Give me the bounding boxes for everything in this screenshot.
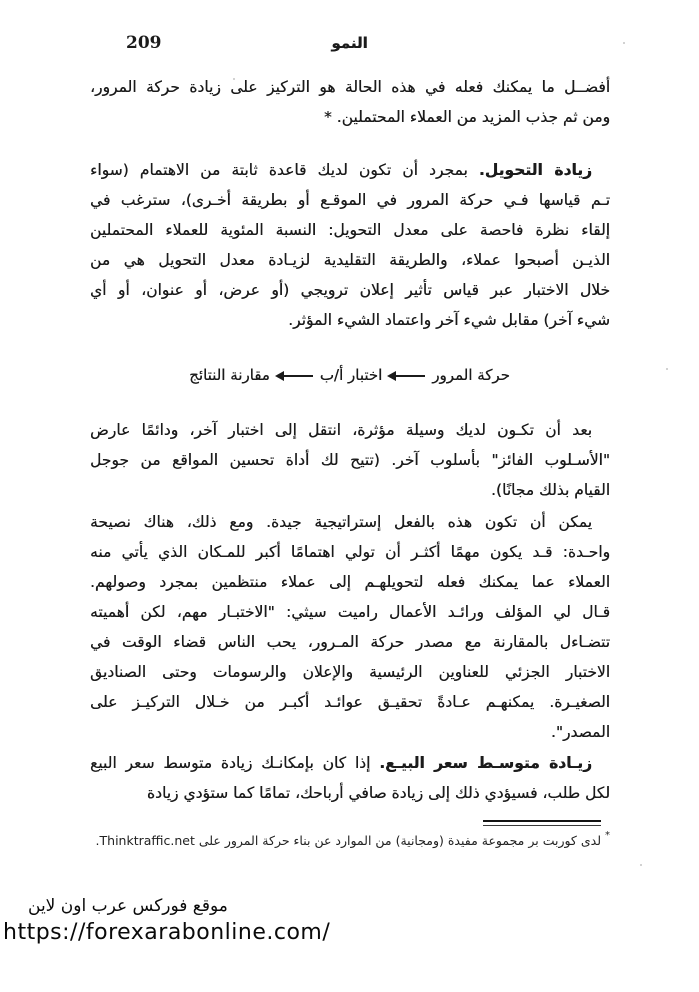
body-line: لكل طلب، فسيؤدي ذلك إلى زيادة صافي أرباحك، تمامًا كما ستؤدي زيادة [146,784,610,802]
paragraph-average-sale-price [90,748,610,808]
watermark-url: https://forexarabonline.com/ [3,920,331,945]
body-line: قـال لي المؤلف ورائـد الأعمال راميت سيثي: "الاختبـار مهم، لكن أهميته [90,603,610,621]
scan-speck [233,78,235,80]
flow-step-compare-results: مقارنة النتائج [189,366,270,384]
body-line [90,155,610,185]
body-line: تتضـاءل بالمقارنة مع مصدر حركة المـرور، يحب الناس قضاء الوقت في [90,633,610,651]
body-line: "الأسـلوب الفائز" بأسلوب آخر. (تتيح لك أداة تحسين المواقع من جوجل [90,451,610,469]
scan-speck [666,368,668,370]
body-line [90,748,610,778]
page-number: 209 [126,33,162,53]
footnote-text: لدى كوربت بر مجموعة مفيدة (ومجانية) من الموارد عن بناء حركة المرور على Thinktraffic.net. [95,833,605,848]
body-line: الاختبار الجزئي للعناوين الرئيسية والإعلان والرسومات وحتى الصناديق [90,663,610,681]
body-line: ومن ثم جذب المزيد من العملاء المحتملين. * [323,108,610,126]
body-line: المصدر". [550,723,610,741]
flow-diagram [0,360,699,390]
paragraph-lead: زيـادة متوسـط سعر البيـع. [379,754,592,772]
body-line: الذيـن أصبحوا عملاء، والطريقة التقليدية لزيـادة معدل التحويل هي من [90,251,610,269]
body-line: العملاء عما يمكنك فعله لتحويلهـم إلى عملاء منتظمين بمجرد وصولهم. [90,573,610,591]
paragraph-testing [90,415,610,505]
body-line: خلال الاختبار عبر قياس تأثير إعلان ترويجي (أو عرض، أو عنوان، أو أي [90,281,610,299]
body-line: بعد أن تكـون لديك وسيلة مؤثرة، انتقل إلى اختبار آخر، ودائمًا عارض [90,421,592,439]
flow-step-ab-test: اختبار أ/ب [319,366,383,384]
page-header-title: النمو [331,34,368,52]
scan-speck [623,42,625,44]
body-line: القيام بذلك مجانًا). [491,481,610,499]
paragraph-advice [90,507,610,747]
body-line: إلقاء نظرة فاحصة على معدل التحويل: النسبة المئوية للعملاء المحتملين [90,221,610,239]
scan-speck [640,864,642,866]
paragraph-increase-conversion [90,155,610,335]
body-line: تـم قياسها فـي حركة المرور في الموقـع أو بطريقة أخـرى)، سترغب في [90,191,610,209]
footnote-rule [483,820,601,826]
left-arrow-icon [277,375,313,377]
paragraph-intro [90,72,610,132]
body-line: أفضــل ما يمكنك فعله في هذه الحالة هو التركيز على زيادة حركة المرور، [90,78,610,96]
watermark-site-name: موقع فوركس عرب اون لاين [28,896,228,916]
paragraph-lead: زيادة التحويل. [478,161,592,179]
flow-step-traffic: حركة المرور [432,366,510,384]
body-line: الصغيـرة. يمكنهـم عـادةً تحقيـق عوائـد أكبـر من خـلال التركيـز على [90,693,610,711]
body-line-text: إذا كان بإمكانـك زيادة متوسط سعر البيع [90,754,371,772]
left-arrow-icon [389,375,425,377]
footnote [90,831,610,851]
body-line: يمكن أن تكون هذه بالفعل إستراتيجية جيدة. ومع ذلك، هناك نصيحة [90,513,592,531]
body-line: واحـدة: قـد يكون مهمًا أكثـر أن تولي اهتمامًا أكبر للمـكان الذي يأتي منه [90,543,610,561]
body-line: شيء آخر) مقابل شيء آخر واعتماد الشيء المؤثر. [288,311,610,329]
footnote-marker: * [605,830,610,841]
body-line-text: بمجرد أن تكون لديك قاعدة ثابتة من الاهتمام (سواء [90,161,468,179]
